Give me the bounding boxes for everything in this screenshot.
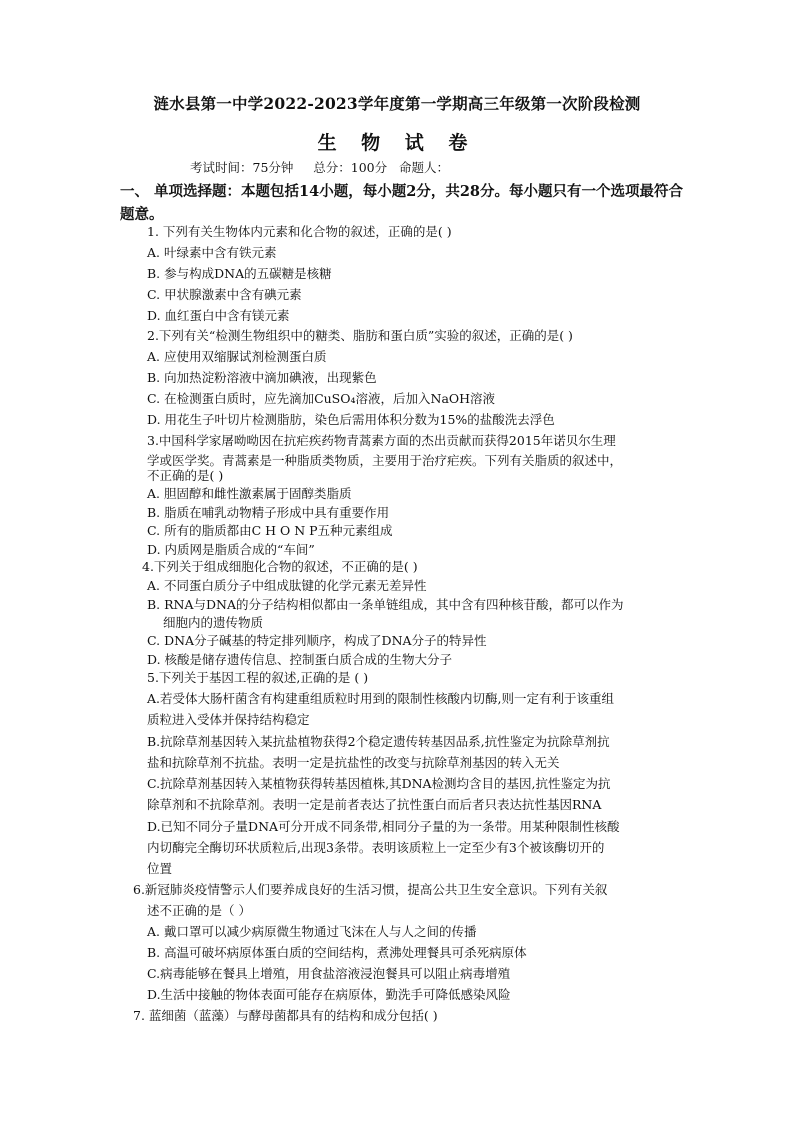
- question-3-stem-line-2: 学或医学奖。青蒿素是一种脂质类物质，主要用于治疗疟疾。下列有关脂质的叙述中，: [147, 453, 623, 468]
- question-5-option-d-line-2: 内切酶完全酶切环状质粒后,出现3条带。表明该质粒上一定至少有3个被该酶切开的: [147, 840, 605, 855]
- question-2-stem: 2.下列有关“检测生物组织中的糖类、脂肪和蛋白质”实验的叙述，正确的是( ): [147, 328, 573, 343]
- question-5-option-d-line-3: 位置: [147, 861, 173, 876]
- question-5-option-b-line-1: B.抗除草剂基因转入某抗盐植物获得2个稳定遗传转基因品系,抗性鉴定为抗除草剂抗: [147, 734, 610, 749]
- subject-title: 生 物 试 卷: [317, 132, 477, 154]
- school-title: 涟水县第一中学2022-2023学年度第一学期高三年级第一次阶段检测: [153, 94, 641, 113]
- question-2-option-d: D. 用花生子叶切片检测脂肪，染色后需用体积分数为15%的盐酸洗去浮色: [147, 412, 555, 427]
- question-4-option-b-line-2: 细胞内的遗传物质: [163, 615, 264, 630]
- question-5-option-a-line-1: A.若受体大肠杆菌含有构建重组质粒时用到的限制性核酸内切酶,则一定有利于该重组: [147, 691, 614, 706]
- question-5-option-d-line-1: D.已知不同分子量DNA可分开成不同条带,相同分子量的为一条带。用某种限制性核酸: [147, 819, 620, 834]
- question-3-option-c: C. 所有的脂质都由C H O N P五种元素组成: [147, 523, 393, 538]
- question-1-option-a: A. 叶绿素中含有铁元素: [147, 245, 277, 260]
- question-4-stem: 4.下列关于组成细胞化合物的叙述，不正确的是( ): [142, 559, 418, 574]
- question-5-option-b-line-2: 盐和抗除草剂不抗盐。表明一定是抗盐性的改变与抗除草剂基因的转入无关: [147, 755, 560, 770]
- question-3-stem-line-1: 3.中国科学家屠呦呦因在抗疟疾药物青蒿素方面的杰出贡献而获得2015年诺贝尔生理: [147, 433, 616, 448]
- question-4-option-d: D. 核酸是储存遗传信息、控制蛋白质合成的生物大分子: [147, 652, 453, 667]
- question-2-option-c: C. 在检测蛋白质时，应先滴加CuSO₄溶液，后加入NaOH溶液: [147, 391, 496, 406]
- question-7-stem: 7. 蓝细菌（蓝藻）与酵母菌都具有的结构和成分包括( ): [133, 1008, 438, 1023]
- question-5-option-c-line-1: C.抗除草剂基因转入某植物获得转基因植株,其DNA检测均含目的基因,抗性鉴定为抗: [147, 776, 611, 791]
- question-4-option-c: C. DNA分子碱基的特定排列顺序，构成了DNA分子的特异性: [147, 633, 487, 648]
- question-2-option-a: A. 应使用双缩脲试剂检测蛋白质: [147, 349, 327, 364]
- question-6-option-b: B. 高温可破坏病原体蛋白质的空间结构，煮沸处理餐具可杀死病原体: [147, 945, 527, 960]
- question-6-stem-line-2: 述不正确的是（ ）: [147, 903, 251, 918]
- question-1-option-d: D. 血红蛋白中含有镁元素: [147, 308, 290, 323]
- question-3-option-a: A. 胆固醇和雌性激素属于固醇类脂质: [147, 486, 352, 501]
- question-5-option-c-line-2: 除草剂和不抗除草剂。表明一定是前者表达了抗性蛋白而后者只表达抗性基因RNA: [147, 797, 602, 812]
- question-3-option-d: D. 内质网是脂质合成的“车间”: [147, 542, 315, 557]
- question-6-option-d: D.生活中接触的物体表面可能存在病原体，勤洗手可降低感染风险: [147, 987, 511, 1002]
- question-5-option-a-line-2: 质粒进入受体并保持结构稳定: [147, 712, 310, 727]
- question-1-option-c: C. 甲状腺激素中含有碘元素: [147, 287, 302, 302]
- question-2-option-b: B. 向加热淀粉溶液中滴加碘液，出现紫色: [147, 370, 377, 385]
- question-6-option-c: C.病毒能够在餐具上增殖，用食盐溶液浸泡餐具可以阻止病毒增殖: [147, 966, 511, 981]
- section-heading: 一、 单项选择题：本题包括14小题，每小题2分，共28分。每小题只有一个选项最符合题意。: [120, 183, 683, 223]
- question-3-option-b: B. 脂质在哺乳动物精子形成中具有重要作用: [147, 505, 390, 520]
- question-1-option-b: B. 参与构成DNA的五碳糖是核糖: [147, 266, 332, 281]
- question-5-stem: 5.下列关于基因工程的叙述,正确的是 ( ): [147, 670, 369, 685]
- question-4-option-b-line-1: B. RNA与DNA的分子结构相似都由一条单链组成，其中含有四种核苷酸，都可以作为: [147, 597, 624, 612]
- exam-info: 考试时间：75分钟 总分：100分 命题人：: [190, 160, 450, 175]
- question-4-option-a: A. 不同蛋白质分子中组成肽键的化学元素无差异性: [147, 578, 427, 593]
- question-6-option-a: A. 戴口罩可以减少病原微生物通过飞沫在人与人之间的传播: [147, 924, 477, 939]
- question-6-stem-line-1: 6.新冠肺炎疫情警示人们要养成良好的生活习惯，提高公共卫生安全意识。下列有关叙: [133, 882, 608, 897]
- question-3-stem-line-3: 不正确的是( ): [147, 468, 224, 483]
- question-1-stem: 1. 下列有关生物体内元素和化合物的叙述，正确的是( ): [147, 224, 452, 239]
